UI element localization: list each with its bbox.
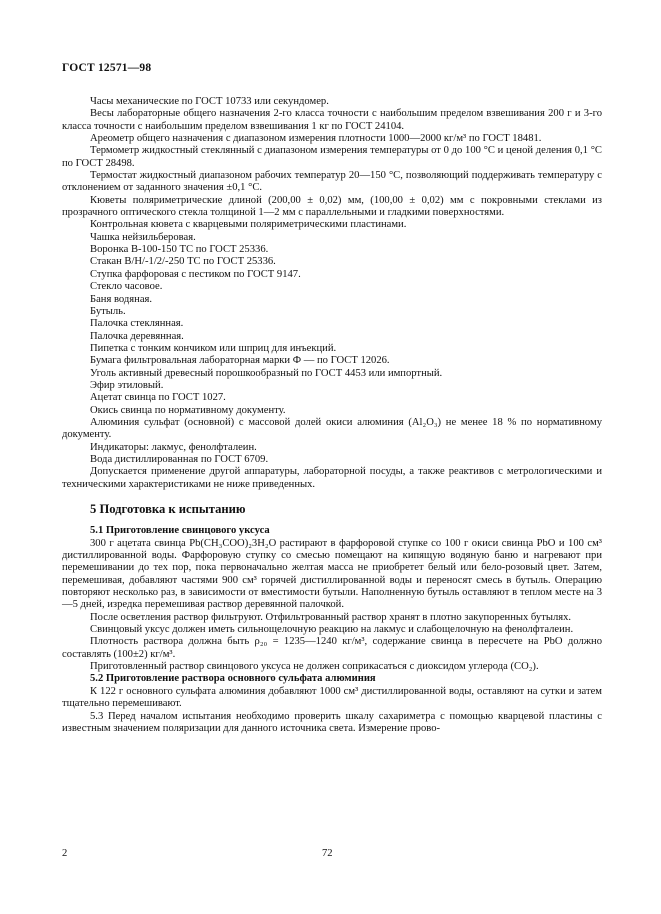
paragraph: Ступка фарфоровая с пестиком по ГОСТ 9147.	[90, 268, 301, 280]
paragraph: После осветления раствор фильтруют. Отфильтрованный раствор хранят в плотно закупоренных бутылях.	[90, 611, 572, 623]
paragraph: Бумага фильтровальная лабораторная марки Ф — по ГОСТ 12026.	[90, 355, 390, 367]
paragraph: Ацетат свинца по ГОСТ 1027.	[90, 392, 226, 404]
paragraph: Баня водяная.	[90, 293, 153, 305]
paragraph: Индикаторы: лакмус, фенолфталеин.	[90, 441, 257, 453]
paragraph: Палочка деревянная.	[90, 330, 184, 342]
paragraph: Ареометр общего назначения с диапазоном измерения плотности 1000—2000 кг/м³ по ГОСТ 18481.	[90, 133, 542, 145]
section-5-1-text	[62, 538, 602, 674]
paragraph: Часы механические по ГОСТ 10733 или секундомер.	[90, 96, 329, 107]
paragraph: Палочка стеклянная.	[90, 318, 184, 330]
paragraph: Бутыль.	[90, 305, 126, 317]
paragraph: Пипетка с тонким кончиком или шприц для инъекций.	[90, 342, 337, 354]
paragraph: Чашка нейзильберовая.	[90, 231, 196, 243]
paragraph: Термометр жидкостный стеклянный с диапазоном измерения температуры от 0 до 100 °С и ценой деления 0,1 °С по ГОСТ 28498.	[62, 145, 602, 169]
paragraph: 300 г ацетата свинца Pb(CH₃COO)₂3H₂O растирают в фарфоровой ступке со 100 г окиси свинца PbO и 100 см³ дистиллированной воды. Фарфоровую ступку со смесью помещают на кипящую водяную баню и нагревают при перемешивании до тех пор, пока первоначально желтая масса не приобретет белый или бело-розовый цвет. Затем, перемешивая, добавляют частями 900 см³ горячей дистиллированной воды и переносят смесь в бутыль. Операцию повторяют несколько раз, в зависимости от вместимости бутыли. Наполненную бутыль оставляют в теплом месте на 3—5 дней, изредка перемешивая раствор деревянной палочкой.	[62, 537, 602, 611]
paragraph: К 122 г основного сульфата алюминия добавляют 1000 см³ дистиллированной воды, оставляют на сутки и затем тщательно перемешивают.	[62, 685, 602, 710]
paragraph: Кюветы поляриметрические длиной (200,00 ± 0,02) мм, (100,00 ± 0,02) мм с покровными стеклами из прозрачного оптического стекла толщиной 1—2 мм с параллельными и гладкими поверхностями.	[62, 194, 602, 219]
document-body	[62, 96, 602, 735]
paragraph: Плотность раствора должна быть ρ₂₀ = 1235—1240 кг/м³, содержание свинца в пересчете на PbO должно составлять (100±2) кг/м³.	[62, 636, 602, 660]
page-number-left: 2	[62, 848, 68, 859]
section-5-2-text	[62, 686, 602, 735]
paragraph: Вода дистиллированная по ГОСТ 6709.	[90, 453, 269, 465]
document-header: ГОСТ 12571—98	[62, 62, 152, 74]
section-5-1-title: 5.1 Приготовление свинцового уксуса	[90, 525, 270, 537]
paragraph: Термостат жидкостный диапазоном рабочих температур 20—150 °С, позволяющий поддерживать температуру с отклонением от заданного значения ±0,1 °С.	[62, 170, 602, 194]
paragraph: Приготовленный раствор свинцового уксуса не должен соприкасаться с диоксидом углерода (CO₂).	[90, 661, 539, 673]
section-5-title: 5 Подготовка к испытанию	[90, 502, 246, 516]
paragraph: Свинцовый уксус должен иметь сильнощелочную реакцию на лакмус и слабощелочную на фенолфталеин.	[90, 624, 574, 636]
paragraph: Алюминия сульфат (основной) с массовой долей окиси алюминия (Al₂O₃) не менее 18 % по нормативному документу.	[62, 416, 602, 441]
paragraph: Весы лабораторные общего назначения 2-го класса точности с наибольшим пределом взвешивания 200 г и 3-го класса точности с наибольшим пределом взвешивания 1 кг по ГОСТ 24104.	[62, 108, 602, 132]
page-number-center: 72	[322, 848, 333, 859]
equipment-list	[62, 96, 602, 491]
paragraph: 5.3 Перед началом испытания необходимо проверить шкалу сахариметра с помощью кварцевой пластины с известным значением поляризации для данного источника света. Измерение прово-	[62, 710, 602, 734]
paragraph: Стекло часовое.	[90, 281, 163, 293]
paragraph: Воронка В-100-150 ТС по ГОСТ 25336.	[90, 244, 269, 256]
paragraph: Стакан В/Н/-1/2/-250 ТС по ГОСТ 25336.	[90, 256, 276, 268]
paragraph: Контрольная кювета с кварцевыми поляриметрическими пластинами.	[90, 219, 407, 231]
paragraph: Окись свинца по нормативному документу.	[90, 404, 286, 416]
paragraph: Допускается применение другой аппаратуры, лабораторной посуды, а также реактивов с метрологическими и техническими характеристиками не ниже приведенных.	[62, 466, 602, 490]
paragraph: Эфир этиловый.	[90, 379, 164, 391]
section-5-2-title: 5.2 Приготовление раствора основного сульфата алюминия	[90, 673, 376, 685]
paragraph: Уголь активный древесный порошкообразный по ГОСТ 4453 или импортный.	[90, 367, 443, 379]
